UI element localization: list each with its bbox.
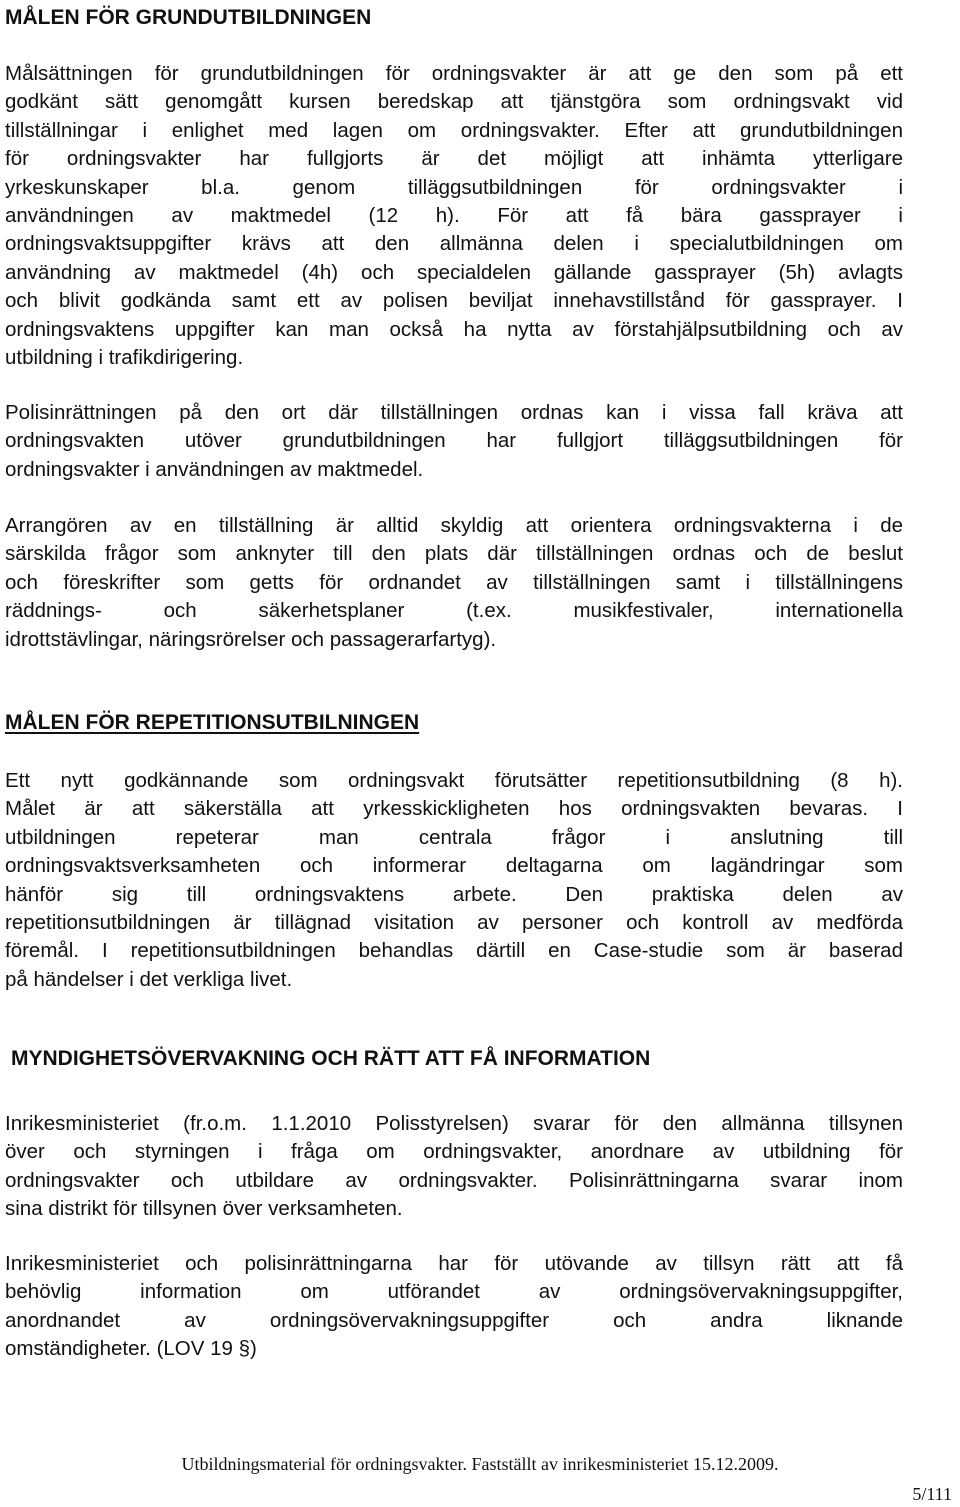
text-line: Målet är att säkerställa att yrkesskickligheten hos ordningsvakten bevaras. I [5, 797, 903, 821]
text-line: och föreskrifter som getts för ordnandet av tillställningen samt i tillställningens [5, 570, 903, 594]
text-line: utbildning i trafikdirigering. [5, 346, 244, 370]
page-footer: Utbildningsmaterial för ordningsvakter. Fastställt av inrikesministeriet 15.12.2009. [181, 1454, 779, 1474]
text-line: ordningsvaktens uppgifter kan man också ha nytta av förstahjälpsutbildning och av [5, 317, 903, 341]
paragraph-arrangoren [5, 512, 903, 654]
section-heading-grundutbildning: MÅLEN FÖR GRUNDUTBILDNINGEN [5, 6, 372, 29]
text-line: särskilda frågor som anknyter till den plats där tillställningen ordnas och de beslut [5, 542, 903, 566]
text-line: användning av maktmedel (4h) och specialdelen gällande gassprayer (5h) avlagts [5, 260, 903, 284]
page-number: 5/111 [912, 1484, 952, 1504]
text-line: omständigheter. (LOV 19 §) [5, 1337, 257, 1361]
section-heading-repetitionsutbildning: MÅLEN FÖR REPETITIONSUTBILNINGEN [5, 711, 420, 734]
paragraph-grundutbildning-goal [5, 60, 903, 372]
text-line: Arrangören av en tillställning är alltid skyldig att orientera ordningsvakterna i de [5, 514, 903, 537]
section-heading-myndighetsovervakning: MYNDIGHETSÖVERVAKNING OCH RÄTT ATT FÅ INFORMATION [11, 1047, 651, 1070]
text-line: godkänt sätt genomgått kursen beredskap att tjänstgöra som ordningsvakt vid [5, 90, 903, 114]
text-line: på händelser i det verkliga livet. [5, 967, 293, 991]
paragraph-ratt-att-fa-information [5, 1250, 903, 1364]
text-line: sina distrikt för tillsynen över verksamheten. [5, 1197, 403, 1221]
text-line: ordningsvakter och utbildare av ordningsvakter. Polisinrättningarna svarar inom [5, 1168, 903, 1192]
text-line: och blivit godkända samt ett av polisen beviljat innehavstillstånd för gassprayer. I [5, 289, 903, 313]
text-line: för ordningsvakter har fullgjorts är det möjligt att inhämta ytterligare [5, 147, 903, 171]
paragraph-polisinrattningen [5, 399, 903, 484]
text-line: ordningsvaktsverksamheten och informerar deltagarna om lagändringar som [5, 854, 903, 878]
text-line: utbildningen repeterar man centrala frågor i anslutning till [5, 825, 903, 849]
text-line: yrkeskunskaper bl.a. genom tilläggsutbildningen för ordningsvakter i [5, 175, 903, 199]
text-line: tillställningar i enlighet med lagen om ordningsvakter. Efter att grundutbildningen [5, 118, 903, 142]
text-line: hänför sig till ordningsvaktens arbete. Den praktiska delen av [5, 882, 903, 906]
text-line: Inrikesministeriet (fr.o.m. 1.1.2010 Polisstyrelsen) svarar för den allmänna tillsynen [5, 1112, 903, 1135]
text-line: över och styrningen i fråga om ordningsvakter, anordnare av utbildning för [5, 1140, 903, 1164]
text-line: användningen av maktmedel (12 h). För att få bära gassprayer i [5, 204, 903, 228]
text-line: repetitionsutbildningen är tillägnad visitation av personer och kontroll av medförda [5, 911, 903, 935]
text-line: anordnandet av ordningsövervakningsuppgifter och andra liknande [5, 1308, 903, 1332]
text-line: ordningsvaktsuppgifter krävs att den allmänna delen i specialutbildningen om [5, 232, 903, 256]
text-line: Målsättningen för grundutbildningen för ordningsvakter är att ge den som på ett [5, 62, 903, 85]
text-line: ordningsvakten utöver grundutbildningen har fullgjort tilläggsutbildningen för [5, 429, 903, 453]
paragraph-inrikesministeriet-tillsyn [5, 1110, 903, 1224]
text-line: Polisinrättningen på den ort där tillställningen ordnas kan i vissa fall kräva att [5, 401, 903, 424]
text-line: behövlig information om utförandet av ordningsövervakningsuppgifter, [5, 1280, 903, 1304]
text-line: Ett nytt godkännande som ordningsvakt förutsätter repetitionsutbildning (8 h). [5, 769, 903, 792]
text-line: föremål. I repetitionsutbildningen behandlas därtill en Case-studie som är baserad [5, 939, 903, 963]
text-line: ordningsvakter i användningen av maktmedel. [5, 457, 424, 481]
text-line: idrottstävlingar, näringsrörelser och passagerarfartyg). [5, 627, 497, 651]
text-line: räddnings- och säkerhetsplaner (t.ex. musikfestivaler, internationella [5, 599, 903, 623]
text-line: Inrikesministeriet och polisinrättningarna har för utövande av tillsyn rätt att få [5, 1252, 903, 1275]
paragraph-repetitionsutbildning [5, 767, 903, 994]
